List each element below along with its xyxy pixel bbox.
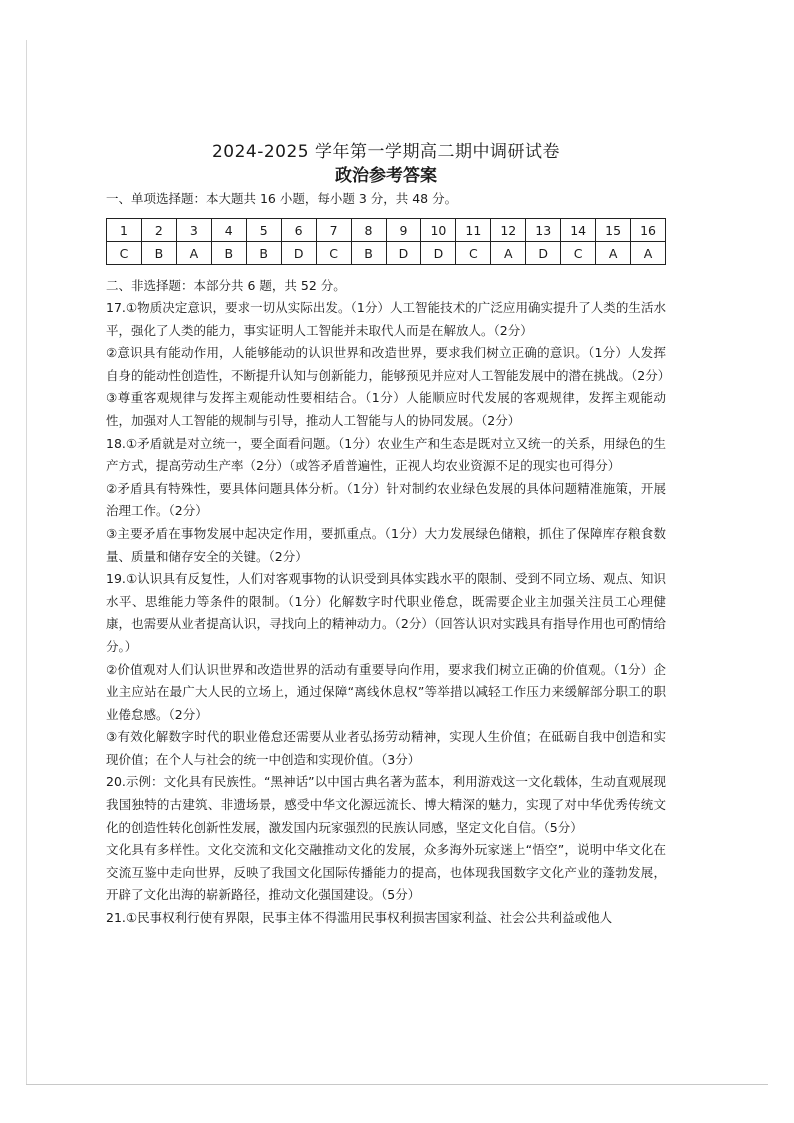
page-title: 2024-2025 学年第一学期高二期中调研试卷 xyxy=(211,142,561,162)
answer-paragraph-q20-2: 文化具有多样性。文化交流和文化交融推动文化的发展，众多海外玩家迷上“悟空”，说明中华文化在交流互鉴中走向世界，反映了我国文化国际传播能力的提高，也体现我国数字文化产业的蓬勃发展，开辟了文化出海的崭新路径，推动文化强国建设。（5分） xyxy=(106,842,666,903)
answer-paragraph-q19-2: ②价值观对人们认识世界和改造世界的活动有重要导向作用，要求我们树立正确的价值观。（1分）企业主应站在最广大人民的立场上，通过保障“离线休息权”等举措以减轻工作压力来缓解部分职工的职业倦怠感。（2分） xyxy=(106,661,666,722)
question-number-cell: 16 xyxy=(631,219,666,242)
answer-cell: C xyxy=(561,242,596,265)
question-number-cell: 4 xyxy=(211,219,246,242)
answer-paragraph-q18-2: ②矛盾具有特殊性，要具体问题具体分析。（1分）针对制约农业绿色发展的具体问题精准施策，开展治理工作。（2分） xyxy=(106,480,666,519)
answer-cell: D xyxy=(421,242,456,265)
answer-paragraph-q18-3: ③主要矛盾在事物发展中起决定作用，要抓重点。（1分）大力发展绿色储粮，抓住了保障库存粮食数量、质量和储存安全的关键。（2分） xyxy=(106,525,666,564)
page-border-bottom xyxy=(26,1084,768,1085)
section2-heading: 二、非选择题：本部分共 6 题，共 52 分。 xyxy=(106,278,346,293)
page-border-left xyxy=(26,40,27,1085)
answer-cell: A xyxy=(631,242,666,265)
page-subtitle: 政治参考答案 xyxy=(335,166,437,186)
answer-cell: B xyxy=(246,242,281,265)
answer-paragraph-q17-3: ③尊重客观规律与发挥主观能动性要相结合。（1分）人能顺应时代发展的客观规律，发挥主观能动性，加强对人工智能的规制与引导，推动人工智能与人的协同发展。（2分） xyxy=(106,390,666,428)
question-number-cell: 9 xyxy=(386,219,421,242)
answer-row xyxy=(107,242,666,265)
section1-heading: 一、单项选择题：本大题共 16 小题，每小题 3 分，共 48 分。 xyxy=(106,191,458,206)
answer-cell: B xyxy=(211,242,246,265)
question-number-cell: 14 xyxy=(561,219,596,242)
question-number-cell: 5 xyxy=(246,219,281,242)
question-number-cell: 6 xyxy=(281,219,316,242)
answer-paragraph-q19-1: 19.①认识具有反复性，人们对客观事物的认识受到具体实践水平的限制、受到不同立场、观点、知识水平、思维能力等条件的限制。（1分）化解数字时代职业倦怠，既需要企业主加强关注员工心理健康，也需要从业者提高认识，寻找向上的精神动力。（2分）（回答认识对实践具有指导作用也可酌情给分。） xyxy=(106,571,666,654)
answer-paragraph-q17-1: 17.①物质决定意识，要求一切从实际出发。（1分）人工智能技术的广泛应用确实提升了人类的生活水平，强化了人类的能力，事实证明人工智能并未取代人而是在解放人。（2分） xyxy=(106,300,666,338)
question-number-cell: 13 xyxy=(526,219,561,242)
question-number-cell: 12 xyxy=(491,219,526,242)
question-number-row xyxy=(107,219,666,242)
question-number-cell: 3 xyxy=(176,219,211,242)
answer-paragraph-q20-1: 20.示例：文化具有民族性。“黑神话”以中国古典名著为蓝本，利用游戏这一文化载体，生动直观展现我国独特的古建筑、非遗场景，感受中华文化源远流长、博大精深的魅力，实现了对中华优秀传统文化的创造性转化创新性发展，激发国内玩家强烈的民族认同感，坚定文化自信。（5分） xyxy=(106,774,666,835)
answer-cell: D xyxy=(386,242,421,265)
question-number-cell: 15 xyxy=(596,219,631,242)
question-number-cell: 11 xyxy=(456,219,491,242)
answer-cell: C xyxy=(456,242,491,265)
question-number-cell: 7 xyxy=(316,219,351,242)
answer-cell: C xyxy=(316,242,351,265)
question-number-cell: 10 xyxy=(421,219,456,242)
question-number-cell: 2 xyxy=(141,219,176,242)
question-number-cell: 8 xyxy=(351,219,386,242)
answer-cell: D xyxy=(526,242,561,265)
answer-cell: A xyxy=(596,242,631,265)
answer-cell: A xyxy=(491,242,526,265)
document-body xyxy=(106,140,671,930)
answer-paragraph-q19-3: ③有效化解数字时代的职业倦怠还需要从业者弘扬劳动精神，实现人生价值；在砥砺自我中创造和实现价值；在个人与社会的统一中创造和实现价值。（3分） xyxy=(106,729,666,767)
answer-paragraph-q17-2: ②意识具有能动作用，人能够能动的认识世界和改造世界，要求我们树立正确的意识。（1分）人发挥自身的能动性创造性，不断提升认知与创新能力，能够预见并应对人工智能发展中的潜在挑战。（2分） xyxy=(106,345,671,383)
answer-paragraph-q21-1: 21.①民事权利行使有界限，民事主体不得滥用民事权利损害国家利益、社会公共利益或他人 xyxy=(106,910,613,926)
question-number-cell: 1 xyxy=(107,219,142,242)
answer-cell: B xyxy=(141,242,176,265)
answer-cell: D xyxy=(281,242,316,265)
answer-cell: A xyxy=(176,242,211,265)
answer-paragraph-q18-1: 18.①矛盾就是对立统一，要全面看问题。（1分）农业生产和生态是既对立又统一的关系，用绿色的生产方式，提高劳动生产率（2分）（或答矛盾普遍性，正视人均农业资源不足的现实也可得分） xyxy=(106,435,666,474)
answer-table xyxy=(106,218,666,265)
answer-cell: C xyxy=(107,242,142,265)
answer-cell: B xyxy=(351,242,386,265)
